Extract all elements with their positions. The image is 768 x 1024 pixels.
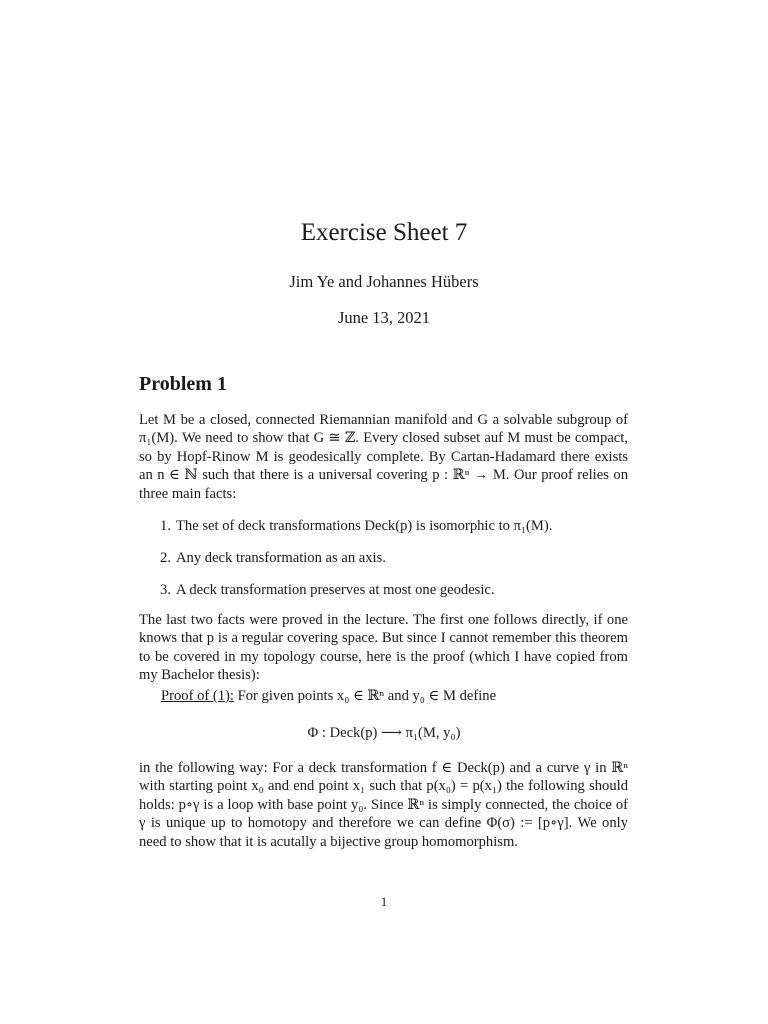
proof-label: Proof of (1): <box>161 688 234 704</box>
document-authors: Jim Ye and Johannes Hübers <box>289 272 479 291</box>
final-paragraph: in the following way: For a deck transformation f ∈ Deck(p) and a curve γ in ℝⁿ with starting point x₀ and end point x₁ such that p(x₀) = p(x₁) the following should holds: p∘γ is a loop with base point y₀. Since ℝⁿ is simply connected, the choice of γ is unique up to homotopy and therefore we can define Φ(σ) := [p∘γ]. We only need to show that it is acutally a bijective group homomorphism. <box>139 760 628 850</box>
list-item-text: The set of deck transformations Deck(p) is isomorphic to π₁(M). <box>176 518 553 534</box>
list-item-number: 3. <box>160 582 171 598</box>
list-item-number: 1. <box>160 518 171 534</box>
list-item-text: A deck transformation preserves at most one geodesic. <box>176 582 495 598</box>
intro-paragraph: Let M be a closed, connected Riemannian manifold and G a solvable subgroup of π₁(M). We need to show that G ≅ ℤ. Every closed subset auf M must be compact, so by Hopf-Rinow M is geodesically complete. By Cartan-Hadamard there exists an n ∈ ℕ such that there is a universal covering p : ℝⁿ → M. Our proof relies on three main facts: <box>139 412 628 502</box>
list-item-number: 2. <box>160 550 171 566</box>
page-number: 1 <box>380 894 388 909</box>
document-title: Exercise Sheet 7 <box>300 219 468 246</box>
proof-line <box>161 687 496 705</box>
list-item-text: Any deck transformation as an axis. <box>176 550 386 566</box>
display-equation: Φ : Deck(p) ⟶ π₁(M, y₀) <box>307 725 461 741</box>
document-date: June 13, 2021 <box>337 308 431 327</box>
section-heading: Problem 1 <box>139 373 227 395</box>
after-list-paragraph: The last two facts were proved in the lecture. The first one follows directly, if one knows that p is a regular covering space. But since I cannot remember this theorem to be covered in my topology course, here is the proof (which I have copied from my Bachelor thesis): <box>139 612 628 684</box>
proof-text: For given points x₀ ∈ ℝⁿ and y₀ ∈ M define <box>233 688 497 704</box>
